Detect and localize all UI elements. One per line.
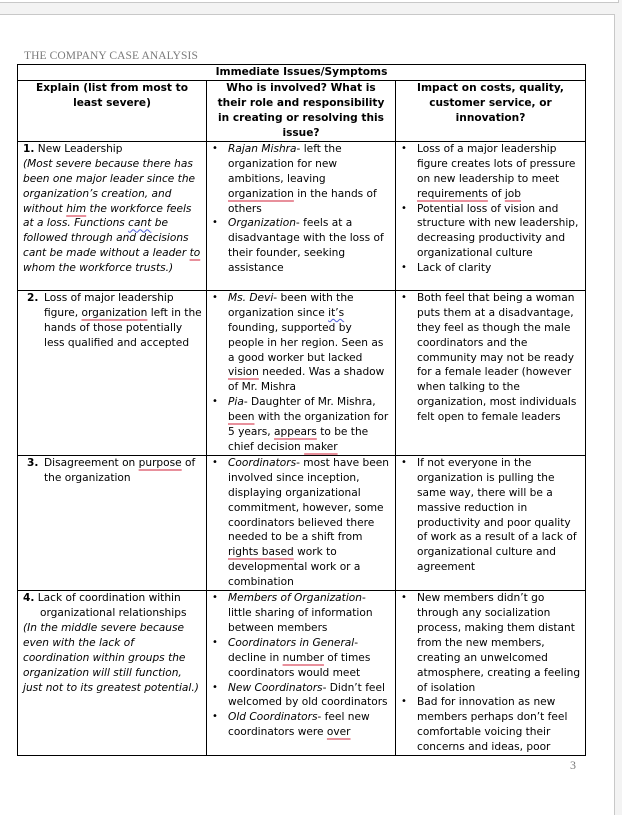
page-number: 3: [570, 758, 576, 772]
table-row: [18, 141, 586, 290]
list-item: • Lack of clarity: [400, 261, 581, 276]
list-item: • Ms. Devi- been with the organization since it’s founding, supported by people in her region. Seen as a good worker but lacked vision needed. Was a shadow of Mr. Mishra: [211, 291, 391, 395]
impact-cell: [396, 591, 586, 756]
list-item: [211, 216, 391, 276]
document-header: THE COMPANY CASE ANALYSIS: [24, 50, 198, 62]
person-name: Pia: [228, 396, 244, 409]
issue-note: (Most severe because there has been one major leader since the organization’s creation, and without him the workforce feels at a loss. Functions cant be followed through and decisions cant be made without a leader to whom the workforce trusts.): [23, 157, 201, 275]
person-name: Coordinators in General: [228, 636, 355, 649]
person-name: Members of Organization: [228, 592, 362, 605]
previous-page-edge: [0, 0, 619, 3]
issue-cell: [18, 141, 207, 290]
issue-text: Loss of major leadership figure, organization left in the hands of those potentially less qualified and accepted: [44, 291, 202, 349]
impact-cell: [396, 455, 586, 590]
involved-cell: [207, 290, 396, 455]
column-header-impact: Impact on costs, quality, customer service, or innovation?: [396, 80, 586, 141]
list-item: [211, 681, 391, 711]
involved-text: - Didn’t feel welcomed by old coordinators: [228, 681, 388, 709]
involved-text: - little sharing of information between members: [228, 592, 373, 634]
table-row: [18, 591, 586, 756]
column-header-explain: Explain (list from most to least severe): [18, 80, 207, 141]
list-item: • Pia- Daughter of Mr. Mishra, been with the organization for 5 years, appears to be the chief decision maker: [211, 395, 391, 455]
issue-number: 4.: [23, 592, 35, 605]
issue-title: [22, 456, 202, 486]
involved-cell: [207, 591, 396, 756]
person-name: Rajan Mishra: [228, 142, 297, 155]
issue-number: 1.: [23, 142, 35, 155]
issue-text: Disagreement on purpose of the organization: [44, 456, 196, 484]
issue-title: 4. Lack of coordination within organizational relationships: [23, 592, 187, 619]
list-item: • Old Coordinators- feel new coordinators were over: [211, 710, 391, 740]
list-item: • Coordinators- most have been involved since inception, displaying organizational commitment, however, some coordinators believed there needed to be a shift from rights based work to developmental work or a combination: [211, 456, 391, 590]
list-item: • Both feel that being a woman puts them at a disadvantage, they feel as though the male coordinators and the community may not be ready for a female leader (however when talking to the organization, most individuals felt open to female leaders: [400, 291, 581, 425]
table-title: Immediate Issues/Symptoms: [18, 65, 586, 81]
issue-note: (In the middle severe because even with the lack of coordination within groups the organization will still function, just not to its greatest potential.): [23, 621, 199, 694]
involved-text: - feels at a disadvantage with the loss of their founder, seeking assistance: [228, 217, 384, 275]
issue-cell: [18, 455, 207, 590]
table-row: [18, 290, 586, 455]
involved-cell: [207, 141, 396, 290]
list-item: • Loss of a major leadership figure creates lots of pressure on new leadership to meet requirements of job: [400, 142, 581, 202]
involved-cell: [207, 455, 396, 590]
person-name: New Coordinators: [228, 681, 323, 694]
issue-cell: [18, 591, 207, 756]
impact-cell: [396, 141, 586, 290]
issue-text: New Leadership: [37, 142, 123, 155]
table-row: [18, 455, 586, 590]
case-analysis-table: [17, 64, 586, 756]
issue-title: [23, 142, 202, 157]
list-item: • Coordinators in General- decline in number of times coordinators would meet: [211, 636, 391, 681]
issue-number: 3.: [27, 456, 39, 469]
issue-number: 2.: [27, 291, 39, 304]
list-item: • Bad for innovation as new members perhaps don’t feel comfortable voicing their concerns and ideas, poor: [400, 695, 581, 755]
person-name: Organization: [228, 217, 296, 230]
list-item: • Rajan Mishra- left the organization for new ambitions, leaving organization in the hands of others: [211, 142, 391, 217]
column-header-involved: Who is involved? What is their role and responsibility in creating or resolving this issue?: [207, 80, 396, 141]
list-item: [211, 591, 391, 636]
list-item: • New members didn’t go through any socialization process, making them distant from the new members, creating an unwelcomed atmosphere, creating a feeling of isolation: [400, 591, 581, 695]
list-item: • Potential loss of vision and structure with new leadership, decreasing productivity and organizational culture: [400, 202, 581, 262]
person-name: Coordinators: [228, 456, 297, 469]
issue-cell: [18, 290, 207, 455]
person-name: Ms. Devi: [228, 291, 274, 304]
impact-cell: [396, 290, 586, 455]
person-name: Old Coordinators: [228, 711, 318, 724]
issue-title: [22, 291, 202, 351]
list-item: • If not everyone in the organization is pulling the same way, there will be a massive reduction in productivity and poor quality of work as a result of a lack of organizational culture and agreement: [400, 456, 581, 575]
